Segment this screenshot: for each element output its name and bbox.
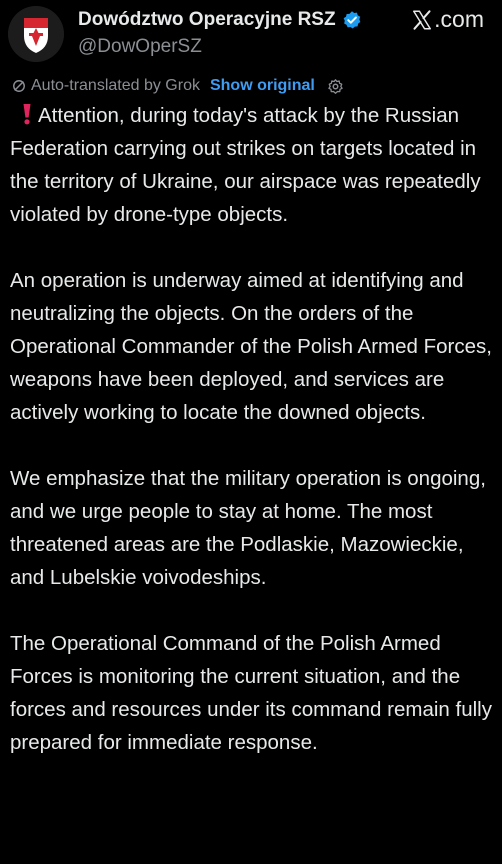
post-paragraph <box>10 99 494 231</box>
post-text <box>10 99 494 792</box>
translate-icon <box>12 79 26 93</box>
red-exclamation-icon <box>22 102 32 124</box>
translation-bar <box>12 75 344 97</box>
show-original-link[interactable]: Show original <box>209 77 315 94</box>
x-logo-icon <box>411 9 433 31</box>
account-handle[interactable]: @DowOperSZ <box>78 36 202 57</box>
gear-icon[interactable] <box>327 78 344 95</box>
auto-translated-label: Auto-translated by Grok <box>31 77 200 94</box>
verified-badge-icon <box>342 10 362 30</box>
post-paragraph: An operation is underway aimed at identifying and neutralizing the objects. On the orders of the Operational Commander of the Polish Armed Forces, weapons have been deployed, and services are actively working to locate the downed objects. <box>10 269 492 424</box>
post-paragraph-text: Attention, during today's attack by the Russian Federation carrying out strikes on targets located in the territory of Ukraine, our airspace was repeatedly violated by drone-type objects. <box>10 104 481 226</box>
post-header <box>8 6 494 62</box>
site-label: .com <box>434 6 484 32</box>
site-watermark <box>411 6 484 33</box>
display-name[interactable]: Dowództwo Operacyjne RSZ <box>78 9 336 30</box>
post-paragraph: The Operational Command of the Polish Armed Forces is monitoring the current situation, and the forces and resources under its command remain fully prepared for immediate response. <box>10 632 492 754</box>
post-paragraph: We emphasize that the military operation is ongoing, and we urge people to stay at home. The most threatened areas are the Podlaskie, Mazowieckie, and Lubelskie voivodeships. <box>10 467 486 589</box>
display-name-row <box>78 8 362 32</box>
emblem-avatar-icon[interactable] <box>8 6 64 62</box>
account-names <box>78 8 362 58</box>
